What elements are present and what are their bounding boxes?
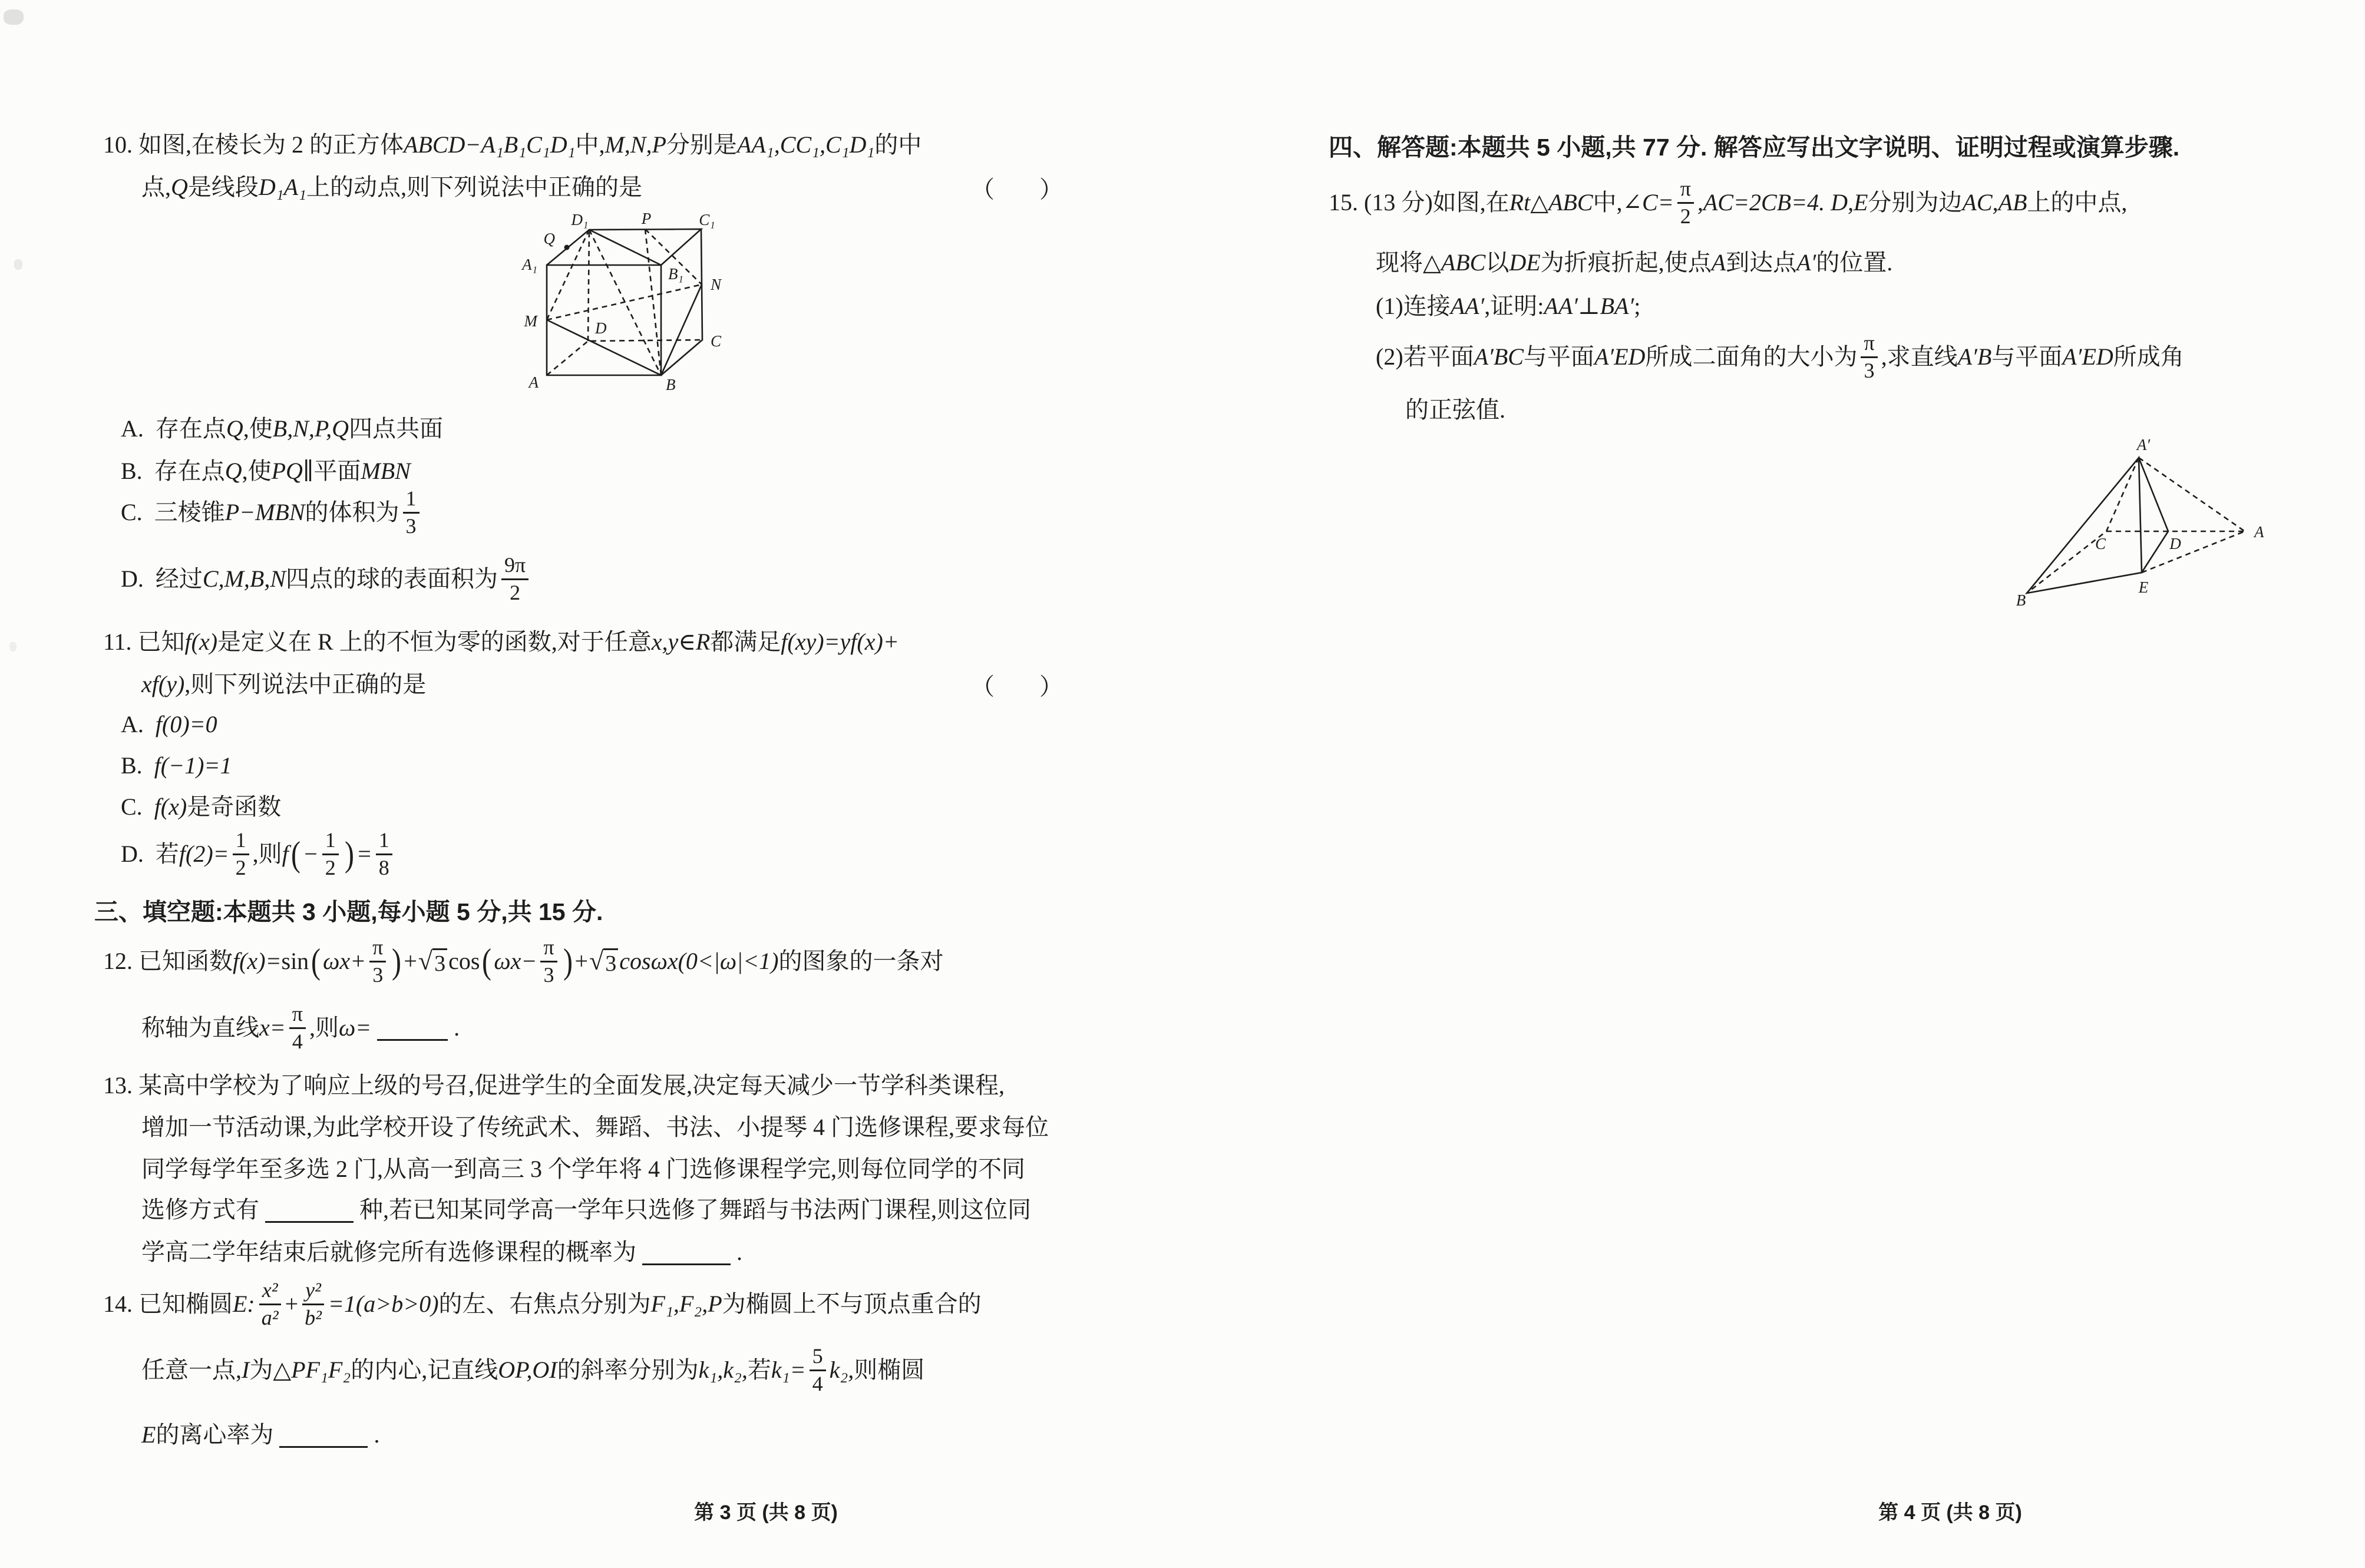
- q15-line2: [1376, 246, 1892, 279]
- q14-text: .: [374, 1421, 380, 1448]
- fraction: [369, 937, 386, 987]
- page-footer-left: 第 3 页 (共 8 页): [694, 1501, 838, 1524]
- math-run: AC,AB: [1962, 189, 2027, 216]
- math-run: F₁,F₂,P: [650, 1291, 722, 1317]
- option-text: ,使: [242, 458, 272, 484]
- math-run: +: [574, 948, 589, 974]
- q10-text: 中,: [575, 131, 605, 158]
- q15-text: ;: [1634, 293, 1641, 319]
- math-run: f(2)=: [179, 841, 229, 867]
- math-run: ωx+: [323, 948, 366, 974]
- fraction-denominator: 4: [812, 1371, 823, 1395]
- right-paren: ): [563, 942, 573, 981]
- vertex-label-a-prime: A′: [2136, 436, 2151, 454]
- math-run: E:: [233, 1291, 255, 1317]
- q11-option-b: [121, 749, 232, 782]
- option-label: A.: [121, 711, 144, 737]
- fraction-numerator: π: [1861, 332, 1877, 358]
- option-label: B.: [121, 458, 143, 484]
- fraction-denominator: 3: [405, 514, 417, 538]
- fraction-numerator: π: [1677, 178, 1694, 204]
- q14-text: 若: [747, 1357, 771, 1383]
- q12-text: 12. 已知函数: [103, 948, 233, 974]
- fraction-denominator: 3: [372, 962, 384, 987]
- radical-sign: √: [418, 946, 433, 975]
- fraction-denominator: b²: [305, 1305, 322, 1329]
- q11-text: 11. 已知: [103, 628, 185, 655]
- q15-line5: 的正弦值.: [1405, 396, 1505, 423]
- math-run: cosωx(0<|ω|<1): [619, 948, 779, 974]
- answer-bracket: （ ）: [971, 673, 1074, 700]
- left-paren: (: [290, 835, 300, 874]
- option-text: f(−1)=1: [154, 752, 232, 779]
- q11-text: ,则下列说法中正确的是: [184, 671, 427, 697]
- fraction: [376, 829, 392, 879]
- q10-text: 是线段: [187, 174, 259, 200]
- math-run: +: [285, 1291, 299, 1317]
- vertex-label-n: N: [711, 276, 722, 293]
- q10-option-a: [121, 412, 443, 445]
- q14-text: 为椭圆上不与顶点重合的: [722, 1291, 982, 1317]
- math-run: D₁A₁: [258, 174, 307, 200]
- q10-text: 上的动点,则下列说法中正确的是: [306, 174, 643, 200]
- q13-text: 选修方式有: [141, 1196, 259, 1223]
- vertex-label-c1: C₁: [699, 211, 715, 229]
- q12-line1: [103, 932, 943, 991]
- math-run: A′: [1796, 249, 1816, 276]
- option-text: 若: [155, 841, 179, 867]
- q13-line2: 增加一节活动课,为此学校开设了传统武术、舞蹈、书法、小提琴 4 门选修课程,要求每位: [141, 1114, 1049, 1140]
- q14-line3: [141, 1418, 379, 1451]
- math-run: ABCD−A₁B₁C₁D₁: [404, 131, 576, 158]
- q11-line1: [103, 626, 899, 659]
- q10-line1: [103, 128, 921, 161]
- vertex-label-a: A: [529, 373, 539, 391]
- math-run: Q: [171, 174, 188, 200]
- math-run: MBN: [361, 458, 411, 484]
- q14-text: 任意一点,: [141, 1357, 242, 1383]
- math-run: f(xy)=yf(x)+: [781, 628, 899, 655]
- q11-text: 是定义在 R 上的不恒为零的函数,对于任意: [217, 628, 652, 655]
- fraction-numerator: 1: [376, 829, 392, 855]
- fraction-denominator: 2: [325, 855, 336, 879]
- answer-blank: [265, 1197, 354, 1223]
- q15-text: 以: [1485, 249, 1509, 276]
- math-run: B,N,P,Q: [272, 415, 349, 442]
- right-paren: ): [392, 942, 402, 981]
- q14-text: 的离心率为: [156, 1421, 274, 1448]
- q14-line2: [141, 1342, 924, 1398]
- q14-line1: [103, 1276, 982, 1332]
- q15-text: 上的中点,: [2027, 189, 2128, 216]
- math-run: ∠C=: [1622, 189, 1674, 216]
- fraction-denominator: 2: [1680, 204, 1691, 228]
- fraction: [1861, 332, 1877, 382]
- q13-line4: [141, 1193, 1031, 1226]
- vertex-label-d1: D₁: [571, 211, 589, 229]
- math-run: x=: [259, 1014, 286, 1041]
- fraction-numerator: π: [369, 937, 386, 962]
- radicand: 3: [603, 948, 618, 975]
- math-run: AA′⊥BA′: [1544, 293, 1634, 319]
- q11-option-d: [121, 825, 396, 884]
- q14-text: 的左、右焦点分别为: [438, 1291, 651, 1317]
- math-run: Q: [224, 458, 242, 484]
- math-run: cos: [448, 948, 480, 974]
- cube-figure: [501, 210, 766, 408]
- option-text: 三棱锥: [154, 499, 225, 525]
- option-text: 经过: [155, 565, 203, 592]
- section-4-heading: 四、解答题:本题共 5 小题,共 77 分. 解答应写出文字说明、证明过程或演算步骤.: [1329, 134, 2180, 161]
- math-run: △PF₁F₂: [273, 1357, 351, 1383]
- math-run: sin: [281, 948, 309, 974]
- option-text: ∥平面: [302, 458, 361, 484]
- math-run: x,y∈R: [651, 628, 711, 655]
- vertex-label-e: E: [2138, 578, 2149, 596]
- math-run: f(x): [154, 793, 187, 820]
- fraction: [810, 1345, 826, 1395]
- q10-text: 的中: [874, 131, 922, 158]
- radical: [589, 948, 618, 975]
- q12-text: ,则: [309, 1014, 339, 1041]
- math-run: △ABC: [1423, 249, 1486, 276]
- option-label: D.: [121, 565, 144, 592]
- math-run: Rt△ABC: [1509, 189, 1593, 216]
- q15-text: 中,: [1593, 189, 1623, 216]
- vertex-label-b: B: [2016, 591, 2026, 609]
- fraction: [1677, 178, 1694, 228]
- math-run: k₂,: [829, 1357, 854, 1383]
- right-paren: ): [344, 835, 354, 874]
- radical: [418, 948, 447, 975]
- option-text: 的体积为: [305, 499, 399, 525]
- q12-text: 的图象的一条对: [778, 948, 944, 974]
- q13-text: 种,若已知某同学高一学年只选修了舞蹈与书法两门课程,则这位同: [359, 1196, 1031, 1223]
- option-label: B.: [121, 752, 143, 779]
- option-label: C.: [121, 499, 143, 525]
- fraction-denominator: 2: [510, 580, 521, 604]
- radical-sign: √: [589, 946, 604, 975]
- option-text: 存在点: [155, 415, 226, 442]
- math-run: ,AC=2CB=4. D,E: [1697, 189, 1868, 216]
- math-run: Q: [226, 415, 243, 442]
- math-run: k₁=: [771, 1357, 806, 1383]
- q11-option-c: [121, 790, 281, 823]
- math-run: xf(y): [141, 671, 185, 697]
- q15-text: 到达点: [1726, 249, 1797, 276]
- fraction-denominator: 2: [235, 855, 246, 879]
- option-label: A.: [121, 415, 144, 442]
- math-run: f: [282, 841, 289, 867]
- q14-text: 则椭圆: [854, 1357, 925, 1383]
- vertex-label-a1: A₁: [522, 256, 537, 273]
- vertex-label-c: C: [711, 332, 722, 350]
- fraction: [501, 554, 529, 604]
- q15-text: 所成二面角的大小为: [1645, 343, 1858, 370]
- q15-line3: [1376, 290, 1640, 323]
- vertex-label-c: C: [2095, 535, 2106, 553]
- option-text: 四点的球的表面积为: [286, 565, 498, 592]
- math-run: =1(a>b>0): [328, 1291, 439, 1317]
- option-text: ,则: [252, 841, 282, 867]
- math-run: +: [404, 948, 417, 974]
- math-run: ωx−: [494, 948, 537, 974]
- q14-text: 14. 已知椭圆: [103, 1291, 233, 1317]
- fraction: [403, 488, 420, 538]
- fraction-denominator: 3: [1864, 358, 1875, 382]
- q15-text: (1)连接: [1376, 293, 1451, 319]
- point-q-dot: [564, 245, 570, 250]
- vertex-label-d: D: [2169, 535, 2181, 553]
- fraction-numerator: 1: [233, 829, 249, 855]
- answer-blank: [642, 1240, 731, 1265]
- q12-text: 称轴为直线: [141, 1014, 259, 1041]
- fraction: [289, 1003, 306, 1053]
- q13-line3: 同学每学年至多选 2 门,从高一到高三 3 个学年将 4 门选修课程学完,则每位同学的不同: [141, 1156, 1025, 1182]
- scan-smudge: [4, 9, 24, 25]
- math-run: ω=: [338, 1014, 372, 1041]
- q10-option-d: [121, 547, 532, 611]
- math-run: P−MBN: [224, 499, 305, 525]
- fraction-numerator: 9π: [501, 554, 529, 580]
- math-run: PQ: [271, 458, 303, 484]
- math-run: AA₁,CC₁,C₁D₁: [736, 131, 875, 158]
- q13-text: 学高二学年结束后就修完所有选修课程的概率为: [141, 1239, 636, 1265]
- option-text: 存在点: [154, 458, 225, 484]
- option-text: 四点共面: [349, 415, 444, 442]
- math-run: M,N,P: [605, 131, 666, 158]
- q15-text: 15. (13 分)如图,在: [1329, 189, 1509, 216]
- scan-smudge: [14, 259, 22, 270]
- math-run: f(x): [184, 628, 218, 655]
- fraction-numerator: π: [289, 1003, 306, 1029]
- q14-text: 的内心,记直线: [351, 1357, 498, 1383]
- q10-option-c: [121, 484, 423, 541]
- vertex-label-p: P: [641, 210, 652, 227]
- fraction-numerator: x²: [259, 1279, 281, 1305]
- q15-text: (2)若平面: [1376, 343, 1474, 370]
- q15-text: ,证明:: [1484, 293, 1544, 319]
- q10-line2: [141, 171, 642, 204]
- q11-line2: [141, 668, 426, 701]
- math-run: −: [302, 841, 319, 867]
- q12-line2: [141, 1000, 460, 1056]
- fraction-numerator: y²: [302, 1279, 324, 1305]
- math-run: A′ED: [2062, 343, 2113, 370]
- fraction-denominator: a²: [261, 1305, 279, 1329]
- answer-blank: [377, 1015, 448, 1041]
- q15-text: 现将: [1376, 249, 1423, 276]
- math-run: A′BC: [1474, 343, 1524, 370]
- q15-text: 所成角: [2113, 343, 2184, 370]
- q13-line1: 13. 某高中学校为了响应上级的号召,促进学生的全面发展,决定每天减少一节学科类课程,: [103, 1072, 1005, 1099]
- q15-text: 与平面: [1523, 343, 1594, 370]
- fraction-numerator: 1: [403, 488, 420, 514]
- option-label: C.: [121, 793, 143, 820]
- page-footer-right: 第 4 页 (共 8 页): [1878, 1501, 2022, 1524]
- fraction-denominator: 8: [378, 855, 389, 879]
- fraction: [322, 829, 339, 879]
- q10-text: 10. 如图,在棱长为 2 的正方体: [103, 131, 404, 158]
- q13-line5: [141, 1236, 742, 1269]
- q15-text: 为折痕折起,使点: [1540, 249, 1712, 276]
- vertex-label-b: B: [666, 376, 676, 393]
- left-paren: (: [482, 942, 492, 981]
- math-run: k₁,k₂,: [698, 1357, 748, 1383]
- option-text: 是奇函数: [187, 793, 282, 820]
- radicand: 3: [432, 948, 447, 975]
- section-3-heading: 三、填空题:本题共 3 小题,每小题 5 分,共 15 分.: [94, 898, 603, 925]
- math-run: AA′: [1450, 293, 1485, 319]
- q13-text: .: [736, 1239, 742, 1265]
- vertex-label-d: D: [595, 319, 607, 337]
- fraction: [540, 937, 557, 987]
- fraction-numerator: 5: [810, 1345, 826, 1371]
- answer-blank: [279, 1423, 368, 1448]
- q15-line1: [1329, 177, 2127, 229]
- math-run: A: [1711, 249, 1726, 276]
- math-run: A′ED: [1594, 343, 1646, 370]
- q15-line4: [1376, 331, 2184, 383]
- option-text: f(0)=0: [155, 711, 217, 737]
- q15-text: 与平面: [1991, 343, 2063, 370]
- math-run: I: [242, 1357, 250, 1383]
- q14-text: 为: [249, 1357, 273, 1383]
- q14-text: 的斜率分别为: [557, 1357, 699, 1383]
- q11-option-a: [121, 708, 217, 741]
- left-paren: (: [311, 942, 321, 981]
- math-run: f(x)=: [233, 948, 282, 974]
- scan-smudge: [9, 642, 16, 651]
- math-run: A′B: [1957, 343, 1992, 370]
- vertex-label-m: M: [524, 312, 537, 330]
- q10-text: 分别是: [666, 131, 737, 158]
- q15-text: 分别为边: [1868, 189, 1963, 216]
- math-run: E: [141, 1421, 156, 1448]
- q10-text: 点,: [141, 174, 171, 200]
- fold-figure: [1991, 437, 2262, 614]
- answer-bracket: （ ）: [971, 176, 1074, 203]
- fraction-denominator: 3: [543, 962, 554, 987]
- vertex-label-a: A: [2254, 523, 2264, 541]
- fraction: [302, 1279, 325, 1329]
- fraction: [233, 829, 249, 879]
- q11-text: 都满足: [710, 628, 781, 655]
- fraction-numerator: 1: [322, 829, 339, 855]
- math-run: OP,OI: [498, 1357, 557, 1383]
- fraction-denominator: 4: [292, 1029, 303, 1053]
- option-text: ,使: [243, 415, 273, 442]
- vertex-label-q: Q: [543, 230, 555, 247]
- q15-text: 的位置.: [1816, 249, 1893, 276]
- math-run: DE: [1509, 249, 1541, 276]
- math-run: C,M,B,N: [202, 565, 286, 592]
- option-label: D.: [121, 841, 144, 867]
- q15-text: ,求直线: [1881, 343, 1958, 370]
- q12-text: .: [454, 1014, 460, 1041]
- vertex-label-b1: B₁: [668, 265, 683, 283]
- math-run: =: [356, 841, 372, 867]
- fraction-numerator: π: [540, 937, 557, 962]
- fraction: [259, 1279, 282, 1329]
